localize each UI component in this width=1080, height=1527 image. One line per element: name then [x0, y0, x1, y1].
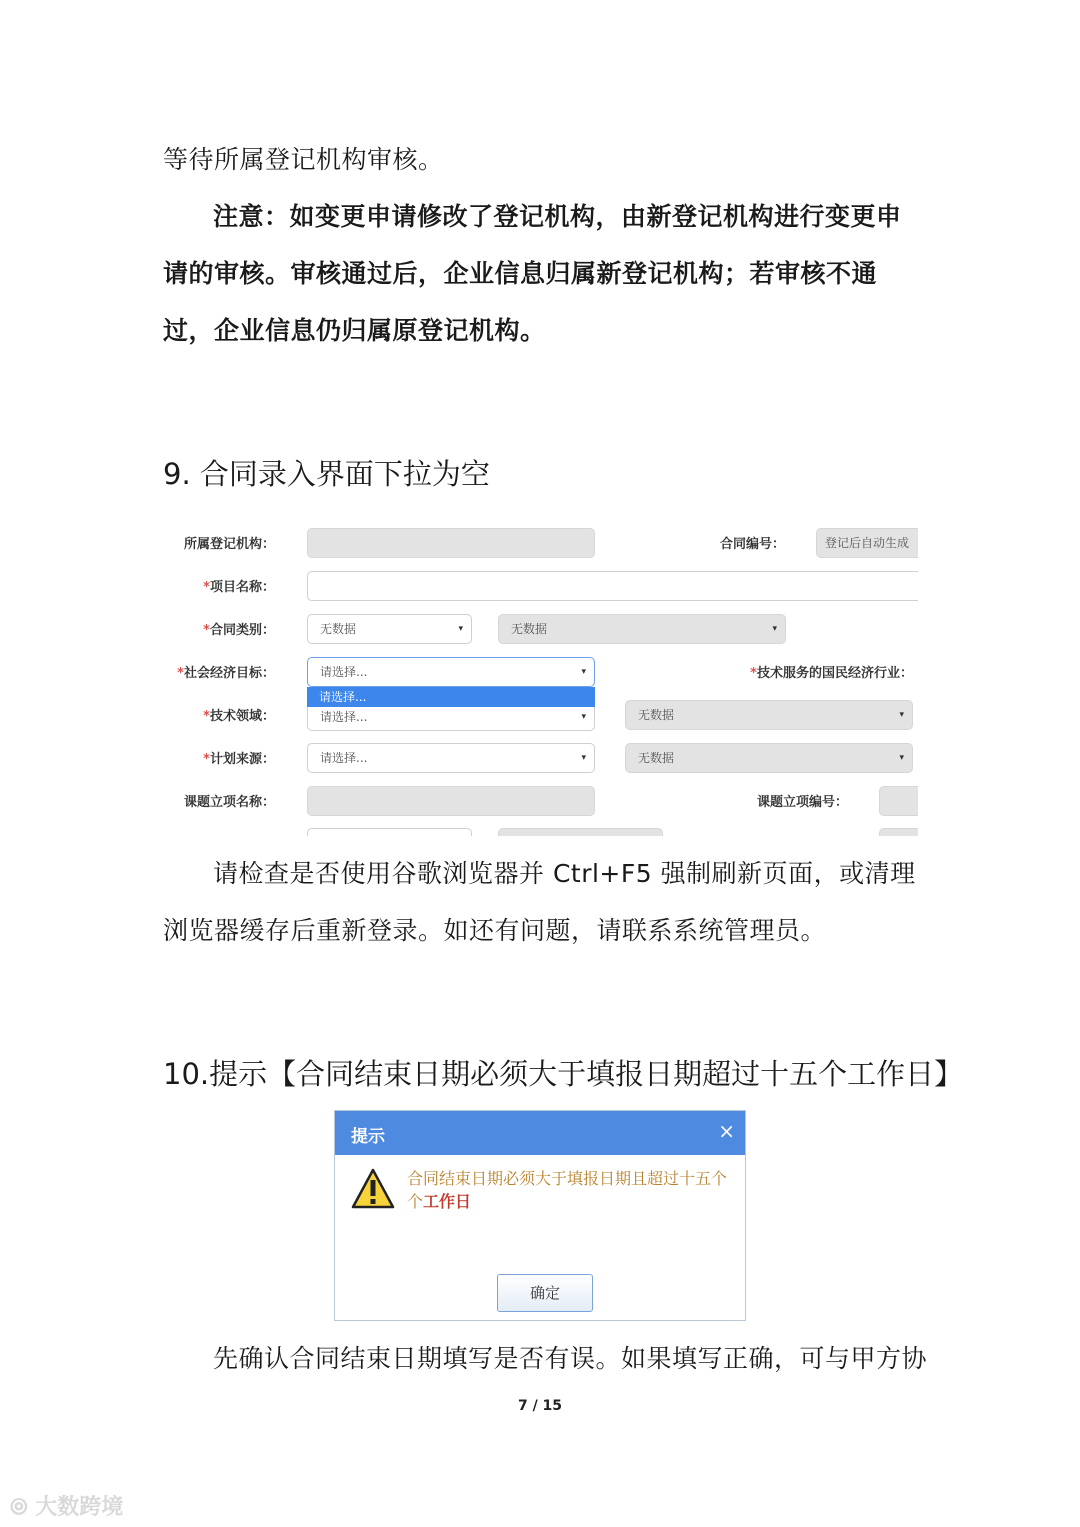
contract-type-select[interactable]: 无数据 ▾ [307, 614, 472, 644]
paragraph-note: 注意：如变更申请修改了登记机构，由新登记机构进行变更申请的审核。审核通过后，企业信息归属新登记机构；若审核不通过，企业信息仍归属原登记机构。 [163, 202, 902, 345]
contract-no-value: 登记后自动生成 [825, 536, 910, 550]
chevron-down-icon: ▾ [581, 667, 586, 677]
label-plan-source: *计划来源： [203, 752, 275, 767]
chevron-down-icon: ▾ [899, 710, 904, 720]
econ-goal-dropdown-option[interactable]: 请选择... [307, 687, 595, 707]
label-org: 所属登记机构： [183, 537, 275, 552]
label-topic-name: 课题立项名称： [183, 795, 275, 810]
label-project-name: *项目名称： [203, 580, 275, 595]
heading-9: 9. 合同录入界面下拉为空 [163, 457, 490, 491]
chevron-down-icon: ▾ [899, 753, 904, 763]
topic-name-field[interactable] [307, 786, 595, 816]
partial-field[interactable] [498, 828, 663, 836]
chevron-down-icon: ▾ [581, 712, 586, 722]
label-industry: *技术服务的国民经济行业： [750, 666, 913, 681]
contract-no-field[interactable] [816, 528, 918, 558]
paragraph-waiting: 等待所属登记机构审核。 [163, 145, 444, 174]
heading-10: 10.提示【合同结束日期必须大于填报日期超过十五个工作日】 [163, 1057, 964, 1091]
dialog-header [335, 1111, 745, 1155]
tech-field-sub-select[interactable]: 无数据 ▾ [625, 700, 913, 730]
partial-select[interactable] [307, 828, 472, 836]
watermark-logo: ⦾ 大数跨境 [10, 1495, 124, 1520]
label-contract-type: *合同类别： [203, 623, 275, 638]
page-number: 7 / 15 [517, 1398, 563, 1414]
alert-dialog-screenshot [334, 1110, 746, 1321]
dialog-message: 合同结束日期必须大于填报日期且超过十五个个工作日 [407, 1169, 728, 1211]
warning-icon [351, 1167, 395, 1211]
partial-field-2[interactable] [879, 828, 918, 836]
topic-no-field[interactable] [879, 786, 918, 816]
dialog-title: 提示 [351, 1127, 385, 1147]
chevron-down-icon: ▾ [581, 753, 586, 763]
plan-source-select[interactable]: 请选择... ▾ [307, 743, 595, 773]
chevron-down-icon: ▾ [772, 624, 777, 634]
label-tech-field: *技术领域： [203, 709, 275, 724]
watermark-icon: ⦾ [10, 1495, 36, 1520]
paragraph-confirm-date: 先确认合同结束日期填写是否有误。如果填写正确，可与甲方协 [213, 1344, 928, 1373]
paragraph-browser-tip: 请检查是否使用谷歌浏览器并 Ctrl+F5 强制刷新页面，或清理浏览器缓存后重新登录。如还有问题，请联系系统管理员。 [163, 859, 916, 945]
tech-field-select[interactable]: 请选择... ▾ [307, 707, 595, 731]
chevron-down-icon: ▾ [458, 624, 463, 634]
close-icon[interactable]: × [718, 1119, 735, 1143]
label-topic-no: 课题立项编号： [756, 795, 848, 810]
project-name-input[interactable] [307, 571, 918, 601]
org-field[interactable] [307, 528, 595, 558]
econ-goal-select[interactable]: 请选择... ▾ [307, 657, 595, 687]
contract-form-screenshot [163, 518, 918, 836]
label-contract-no: 合同编号： [719, 537, 785, 552]
contract-subtype-select[interactable]: 无数据 ▾ [498, 614, 786, 644]
plan-source-sub-select[interactable]: 无数据 ▾ [625, 743, 913, 773]
ok-button[interactable]: 确定 [497, 1274, 593, 1312]
label-econ-goal: *社会经济目标： [177, 666, 275, 681]
